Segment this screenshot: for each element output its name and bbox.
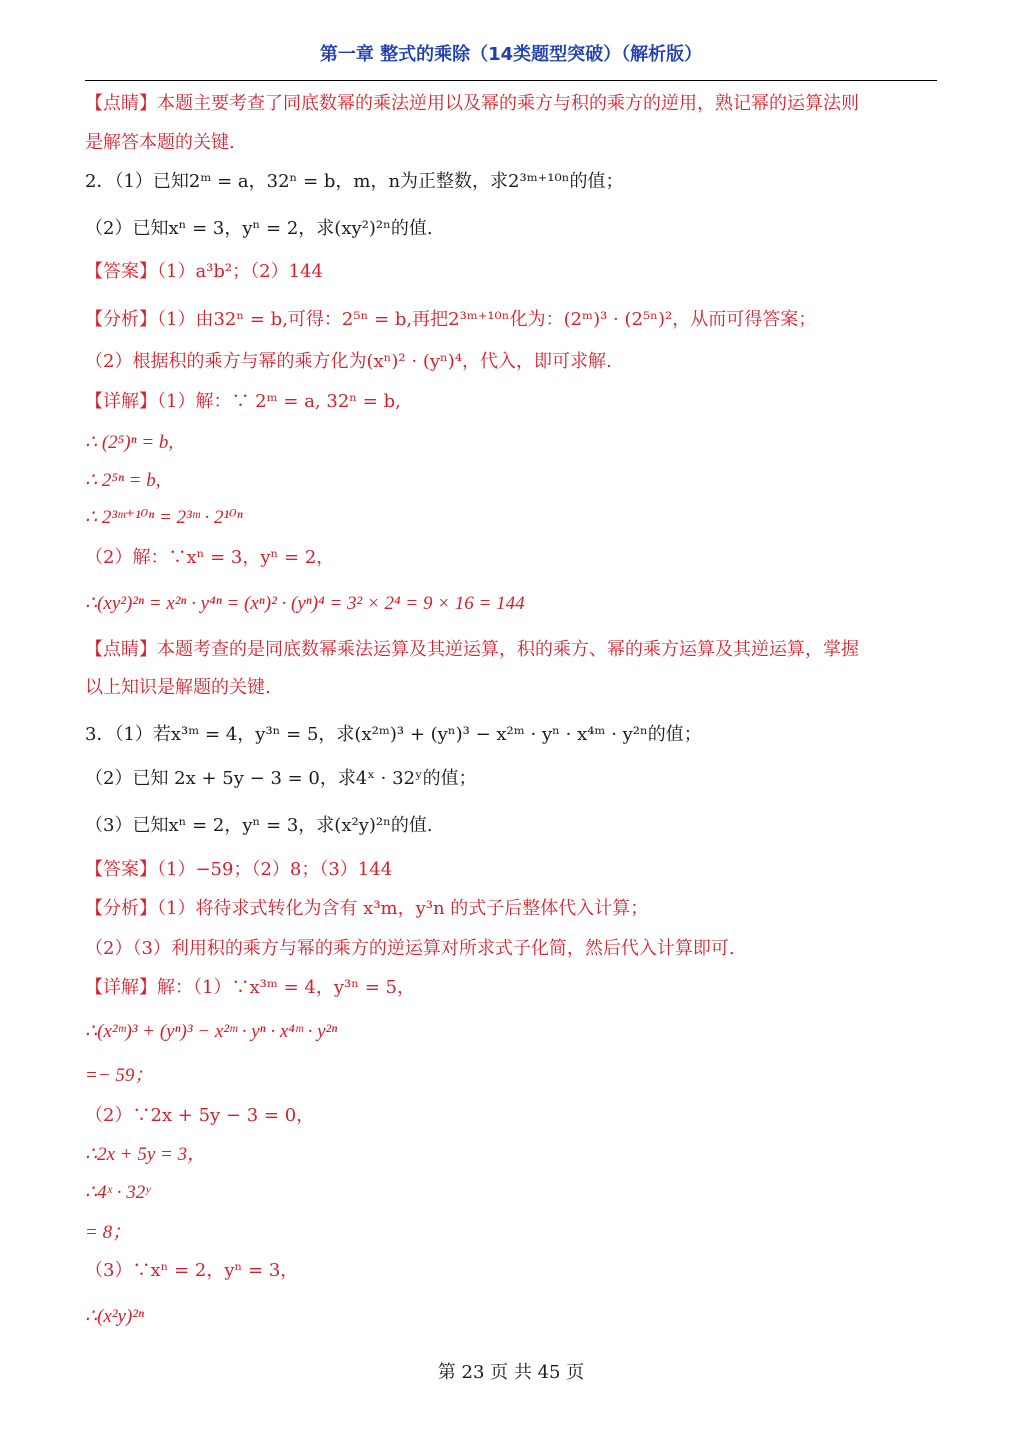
question-2-part-2: （2）已知xⁿ = 3，yⁿ = 2，求(xy²)²ⁿ的值. — [85, 218, 433, 239]
detail-3-line-7: = 8； — [85, 1222, 132, 1243]
comment-2-line-1: 【点睛】本题考查的是同底数幂乘法运算及其逆运算，积的乘方、幂的乘方运算及其逆运算，掌握 — [85, 639, 859, 660]
answer-3: 【答案】（1）−59；（2）8；（3）144 — [85, 859, 393, 880]
question-3-part-2: （2）已知 2x + 5y − 3 = 0，求4ˣ · 32ʸ的值； — [85, 768, 477, 789]
detail-3-line-2: ∴(x²ᵐ)³ + (yⁿ)³ − x²ᵐ · yⁿ · x⁴ᵐ · y²ⁿ — [85, 1021, 338, 1042]
detail-3-line-9: ∴(x²y)²ⁿ — [85, 1306, 144, 1327]
detail-3-line-8: （3）∵xⁿ = 2，yⁿ = 3， — [85, 1260, 299, 1281]
detail-3-line-1: 【详解】解：（1）∵x³ᵐ = 4，y³ⁿ = 5， — [85, 977, 415, 998]
answer-2: 【答案】（1）a³b²；（2）144 — [85, 261, 323, 282]
question-3-part-1: 3．（1）若x³ᵐ = 4，y³ⁿ = 5，求(x²ᵐ)³ + (yⁿ)³ − x²ᵐ · yⁿ · x⁴ᵐ · y²ⁿ的值； — [85, 724, 702, 745]
detail-2-line-1: 【详解】（1）解：∵ 2ᵐ = a, 32ⁿ = b, — [85, 391, 401, 412]
detail-2-line-5: （2）解：∵xⁿ = 3，yⁿ = 2， — [85, 547, 335, 568]
page-footer: 第 23 页 共 45 页 — [437, 1362, 585, 1383]
analysis-2-line-1: 【分析】（1）由32ⁿ = b,可得：2⁵ⁿ = b,再把2³ᵐ⁺¹⁰ⁿ化为：(2ᵐ)³ · (2⁵ⁿ)²，从而可得答案； — [85, 309, 817, 330]
comment-line-2: 是解答本题的关键. — [85, 132, 235, 153]
detail-2-line-2: ∴ (2⁵)ⁿ = b, — [85, 432, 174, 453]
analysis-3-line-2: （2）（3）利用积的乘方与幂的乘方的逆运算对所求式子化简，然后代入计算即可. — [85, 938, 735, 959]
detail-3-line-5: ∴2x + 5y = 3， — [85, 1144, 207, 1165]
question-2-part-1: 2．（1）已知2ᵐ = a，32ⁿ = b，m，n为正整数，求2³ᵐ⁺¹⁰ⁿ的值； — [85, 171, 624, 192]
detail-3-line-3: =− 59； — [85, 1065, 154, 1086]
comment-line-1: 【点睛】本题主要考查了同底数幂的乘法逆用以及幂的乘方与积的乘方的逆用，熟记幂的运算法则 — [85, 93, 859, 114]
analysis-2-line-2: （2）根据积的乘方与幂的乘方化为(xⁿ)² · (yⁿ)⁴，代入，即可求解. — [85, 351, 612, 372]
question-3-part-3: （3）已知xⁿ = 2，yⁿ = 3，求(x²y)²ⁿ的值. — [85, 815, 433, 836]
comment-2-line-2: 以上知识是解题的关键. — [85, 677, 271, 698]
header-divider — [85, 80, 937, 81]
detail-3-line-4: （2）∵2x + 5y − 3 = 0， — [85, 1105, 315, 1126]
analysis-3-line-1: 【分析】（1）将待求式转化为含有 x³m，y³n 的式子后整体代入计算； — [85, 898, 649, 919]
detail-2-line-4: ∴ 2³ᵐ⁺¹⁰ⁿ = 2³ᵐ · 2¹⁰ⁿ — [85, 507, 243, 528]
detail-2-line-6: ∴(xy²)²ⁿ = x²ⁿ · y⁴ⁿ = (xⁿ)² · (yⁿ)⁴ = 3² × 2⁴ = 9 × 16 = 144 — [85, 593, 525, 614]
detail-2-line-3: ∴ 2⁵ⁿ = b, — [85, 470, 161, 491]
detail-3-line-6: ∴4ˣ · 32ʸ — [85, 1182, 151, 1203]
page-header-title: 第一章 整式的乘除（14类题型突破）（解析版） — [319, 44, 703, 65]
